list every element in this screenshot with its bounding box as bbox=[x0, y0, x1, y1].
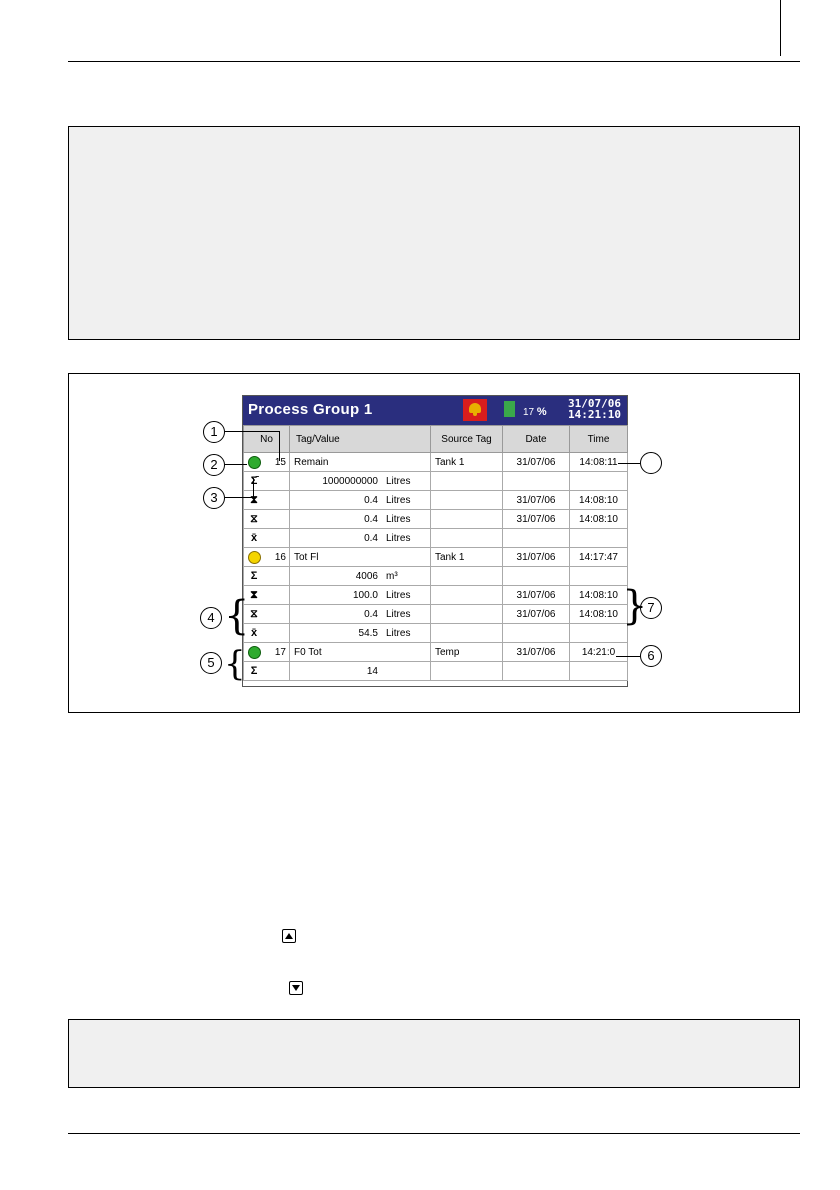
value-unit: Litres bbox=[386, 494, 411, 506]
date-cell: 31/07/06 bbox=[503, 491, 570, 510]
callout-7: 7 bbox=[640, 597, 662, 619]
value-unit: Litres bbox=[386, 513, 411, 525]
source-tag-cell bbox=[431, 567, 503, 586]
process-group-title: Process Group 1 bbox=[248, 401, 373, 418]
sigma-icon: Σ bbox=[250, 665, 258, 677]
time-cell: 14:08:11 bbox=[570, 453, 628, 472]
source-tag-cell bbox=[431, 605, 503, 624]
up-arrow-key-icon bbox=[282, 929, 296, 943]
time-cell: 14:21:0 bbox=[570, 643, 628, 662]
leader-line-1 bbox=[225, 431, 279, 432]
brace-7: } bbox=[622, 583, 648, 629]
value-unit: Litres bbox=[386, 532, 411, 544]
footer-rule bbox=[68, 1133, 800, 1134]
screen-date: 31/07/06 bbox=[568, 397, 621, 410]
table-row[interactable] bbox=[244, 662, 628, 681]
screen-titlebar bbox=[243, 396, 627, 425]
value-number: 0.4 bbox=[364, 494, 378, 506]
no-cell bbox=[244, 510, 290, 529]
callout-3: 3 bbox=[203, 487, 225, 509]
table-row[interactable] bbox=[244, 472, 628, 491]
value-number: 0.4 bbox=[364, 608, 378, 620]
value-unit: Litres bbox=[386, 627, 411, 639]
leader-line-time bbox=[618, 463, 640, 464]
no-cell bbox=[244, 643, 290, 662]
table-row[interactable] bbox=[244, 453, 628, 472]
callout-1: 1 bbox=[203, 421, 225, 443]
callout-5: 5 bbox=[200, 652, 222, 674]
storage-percent: 17 % bbox=[523, 406, 547, 418]
source-tag-cell: Tank 1 bbox=[431, 548, 503, 567]
date-cell bbox=[503, 662, 570, 681]
time-cell: 14:08:10 bbox=[570, 605, 628, 624]
callout-6: 6 bbox=[640, 645, 662, 667]
callout-unlabeled bbox=[640, 452, 662, 474]
leader-line-3b bbox=[253, 478, 254, 497]
tag-cell: Remain bbox=[290, 453, 431, 472]
mean-icon: x̄ bbox=[250, 627, 258, 639]
mean-icon: x̄ bbox=[250, 532, 258, 544]
source-tag-cell: Tank 1 bbox=[431, 453, 503, 472]
pen-number: 17 bbox=[274, 647, 286, 658]
time-cell: 14:08:10 bbox=[570, 491, 628, 510]
value-unit: Litres bbox=[386, 608, 411, 620]
time-cell: 14:17:47 bbox=[570, 548, 628, 567]
value-unit: Litres bbox=[386, 475, 411, 487]
brace-4: { bbox=[224, 593, 250, 639]
date-cell: 31/07/06 bbox=[503, 510, 570, 529]
no-cell bbox=[244, 586, 290, 605]
no-cell bbox=[244, 567, 290, 586]
brace-5: { bbox=[224, 644, 246, 684]
value-number: 1000000000 bbox=[322, 475, 378, 487]
pen-number: 16 bbox=[274, 552, 286, 563]
max-icon: ⧗ bbox=[250, 588, 258, 601]
source-tag-cell bbox=[431, 491, 503, 510]
screen-time: 14:21:10 bbox=[568, 408, 621, 421]
callout-2: 2 bbox=[203, 454, 225, 476]
time-cell: 14:08:10 bbox=[570, 510, 628, 529]
down-arrow-key-icon bbox=[289, 981, 303, 995]
source-tag-cell: Temp bbox=[431, 643, 503, 662]
note-box-bottom bbox=[68, 1019, 800, 1088]
yellow-clock-icon bbox=[248, 552, 261, 563]
note-box-top bbox=[68, 126, 800, 340]
pen-number: 15 bbox=[274, 457, 286, 468]
alarm-bell-icon[interactable] bbox=[463, 399, 487, 421]
value-cell bbox=[290, 662, 431, 681]
time-cell bbox=[570, 472, 628, 491]
process-table bbox=[243, 425, 628, 681]
date-cell: 31/07/06 bbox=[503, 586, 570, 605]
sigma-icon: Σ bbox=[250, 570, 258, 582]
source-tag-cell bbox=[431, 624, 503, 643]
col-header-date[interactable]: Date bbox=[503, 426, 570, 453]
table-row[interactable] bbox=[244, 548, 628, 567]
table-row[interactable] bbox=[244, 567, 628, 586]
value-cell bbox=[290, 624, 431, 643]
max-icon: ⧗ bbox=[250, 493, 258, 506]
source-tag-cell bbox=[431, 586, 503, 605]
value-number: 100.0 bbox=[352, 589, 378, 601]
date-cell: 31/07/06 bbox=[503, 548, 570, 567]
table-row[interactable] bbox=[244, 624, 628, 643]
col-header-time[interactable]: Time bbox=[570, 426, 628, 453]
value-cell bbox=[290, 472, 431, 491]
no-cell bbox=[244, 605, 290, 624]
col-header-source-tag[interactable]: Source Tag bbox=[431, 426, 503, 453]
date-cell: 31/07/06 bbox=[503, 643, 570, 662]
date-cell bbox=[503, 529, 570, 548]
tag-cell: Tot Fl bbox=[290, 548, 431, 567]
leader-line-2 bbox=[225, 464, 247, 465]
value-number: 54.5 bbox=[358, 627, 378, 639]
no-cell bbox=[244, 529, 290, 548]
source-tag-cell bbox=[431, 472, 503, 491]
no-cell bbox=[244, 491, 290, 510]
date-cell bbox=[503, 472, 570, 491]
leader-line-1b bbox=[279, 431, 280, 461]
date-cell: 31/07/06 bbox=[503, 453, 570, 472]
table-row[interactable] bbox=[244, 510, 628, 529]
time-cell bbox=[570, 567, 628, 586]
time-cell bbox=[570, 662, 628, 681]
table-row[interactable] bbox=[244, 605, 628, 624]
recorder-screen bbox=[242, 395, 628, 687]
date-cell bbox=[503, 624, 570, 643]
callout-4: 4 bbox=[200, 607, 222, 629]
source-tag-cell bbox=[431, 529, 503, 548]
value-unit: m³ bbox=[386, 570, 398, 582]
no-cell bbox=[244, 472, 290, 491]
min-icon: ⧖ bbox=[250, 607, 258, 620]
table-row[interactable] bbox=[244, 586, 628, 605]
page-corner-mark bbox=[780, 0, 781, 56]
green-dot-icon bbox=[248, 647, 261, 658]
time-cell: 14:08:10 bbox=[570, 586, 628, 605]
screen-datetime bbox=[555, 398, 621, 420]
col-header-no[interactable]: No bbox=[244, 426, 290, 453]
col-header-tag-value[interactable]: Tag/Value bbox=[290, 426, 431, 453]
table-header-row bbox=[244, 426, 628, 453]
value-number: 0.4 bbox=[364, 532, 378, 544]
no-cell bbox=[244, 548, 290, 567]
value-cell bbox=[290, 605, 431, 624]
table-row[interactable] bbox=[244, 491, 628, 510]
value-number: 0.4 bbox=[364, 513, 378, 525]
leader-line-3 bbox=[225, 497, 253, 498]
date-cell: 31/07/06 bbox=[503, 605, 570, 624]
no-cell bbox=[244, 453, 290, 472]
source-tag-cell bbox=[431, 510, 503, 529]
green-dot-icon bbox=[248, 457, 261, 468]
leader-line-6 bbox=[616, 656, 640, 657]
value-cell bbox=[290, 491, 431, 510]
value-cell bbox=[290, 529, 431, 548]
header-rule bbox=[68, 61, 800, 62]
value-cell bbox=[290, 567, 431, 586]
time-cell bbox=[570, 624, 628, 643]
value-cell bbox=[290, 586, 431, 605]
value-number: 4006 bbox=[355, 570, 378, 582]
sigma-countdown-icon: Σ̄ bbox=[250, 475, 258, 487]
no-cell bbox=[244, 662, 290, 681]
value-number: 14 bbox=[366, 665, 378, 677]
source-tag-cell bbox=[431, 662, 503, 681]
date-cell bbox=[503, 567, 570, 586]
value-unit: Litres bbox=[386, 589, 411, 601]
table-row[interactable] bbox=[244, 643, 628, 662]
table-row[interactable] bbox=[244, 529, 628, 548]
value-cell bbox=[290, 510, 431, 529]
memory-card-icon bbox=[504, 401, 515, 417]
tag-cell: F0 Tot bbox=[290, 643, 431, 662]
no-cell bbox=[244, 624, 290, 643]
min-icon: ⧖ bbox=[250, 512, 258, 525]
time-cell bbox=[570, 529, 628, 548]
